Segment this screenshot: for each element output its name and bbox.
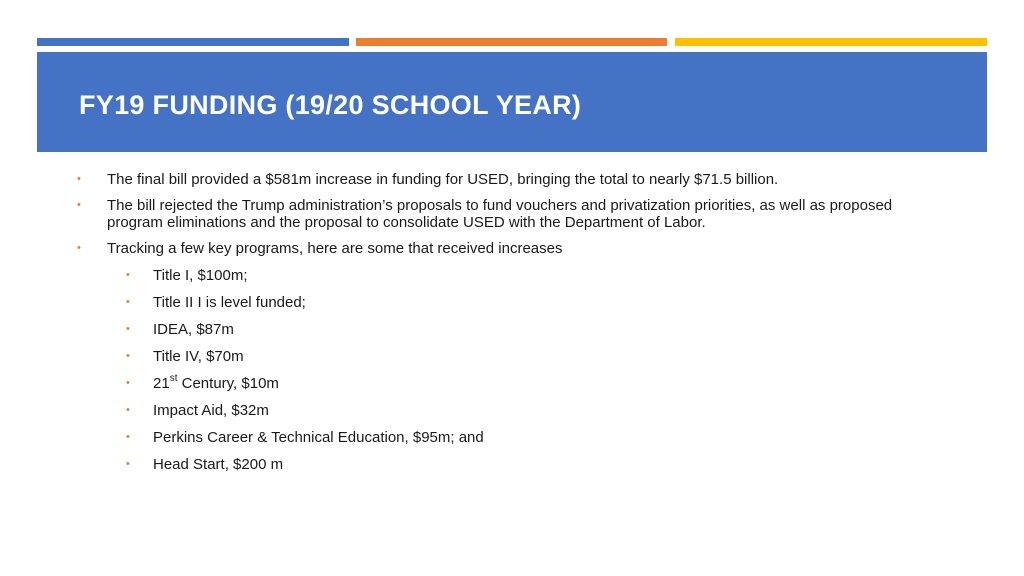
- sub-bullet-item: [126, 294, 853, 311]
- sub-bullet-item: [126, 267, 853, 284]
- bullet-dot-icon: •: [126, 458, 130, 470]
- sub-bullet-text: Title I, $100m;: [153, 267, 248, 284]
- sub-bullet-item: [126, 402, 853, 419]
- bullet-text: The bill rejected the Trump administration’s proposals to fund vouchers and privatization priorities, as well as proposed program eliminations and the proposal to consolidate USED with the Department of Labor.: [107, 197, 893, 231]
- sub-bullet-item: [126, 348, 853, 365]
- sub-bullet-text: Title IV, $70m: [153, 348, 244, 365]
- accent-bar-orange: [356, 38, 667, 46]
- bullet-item: [77, 240, 947, 257]
- bullet-dot-icon: •: [126, 404, 130, 416]
- bullet-dot-icon: •: [126, 323, 130, 335]
- bullet-dot-icon: •: [126, 269, 130, 281]
- accent-bar-blue: [37, 38, 349, 46]
- bullet-item: [77, 171, 947, 188]
- bullet-text: The final bill provided a $581m increase in funding for USED, bringing the total to nearly $71.5 billion.: [107, 171, 779, 188]
- sub-bullet-text: Impact Aid, $32m: [153, 402, 269, 419]
- bullet-dot-icon: •: [126, 350, 130, 362]
- sub-bullet-text: IDEA, $87m: [153, 321, 234, 338]
- bullet-text: Tracking a few key programs, here are some that received increases: [107, 240, 563, 257]
- accent-bar-gold: [675, 38, 987, 46]
- ordinal-suffix: st: [169, 373, 178, 384]
- sub-bullet-text: Head Start, $200 m: [153, 456, 284, 473]
- bullet-dot-icon: •: [77, 199, 81, 211]
- sub-bullet-text: Title II I is level funded;: [153, 294, 306, 311]
- sub-bullet-item: [126, 429, 853, 446]
- sub-bullet-item: [126, 321, 853, 338]
- sub-bullet-item: [126, 456, 853, 473]
- sub-bullet-rest: Century, $10m: [177, 375, 279, 392]
- bullet-dot-icon: •: [77, 173, 81, 185]
- sub-bullet-item: [126, 373, 853, 392]
- sub-bullet-text: Perkins Career & Technical Education, $95m; and: [153, 429, 484, 446]
- slide-title: FY19 FUNDING (19/20 SCHOOL YEAR): [79, 90, 582, 120]
- bullet-dot-icon: •: [126, 431, 130, 443]
- title-band: [37, 52, 987, 152]
- sub-bullet-text: [153, 375, 279, 392]
- bullet-dot-icon: •: [77, 242, 81, 254]
- ordinal-number: 21: [153, 375, 170, 392]
- bullet-dot-icon: •: [126, 377, 130, 389]
- bullet-dot-icon: •: [126, 296, 130, 308]
- bullet-item: [77, 197, 947, 231]
